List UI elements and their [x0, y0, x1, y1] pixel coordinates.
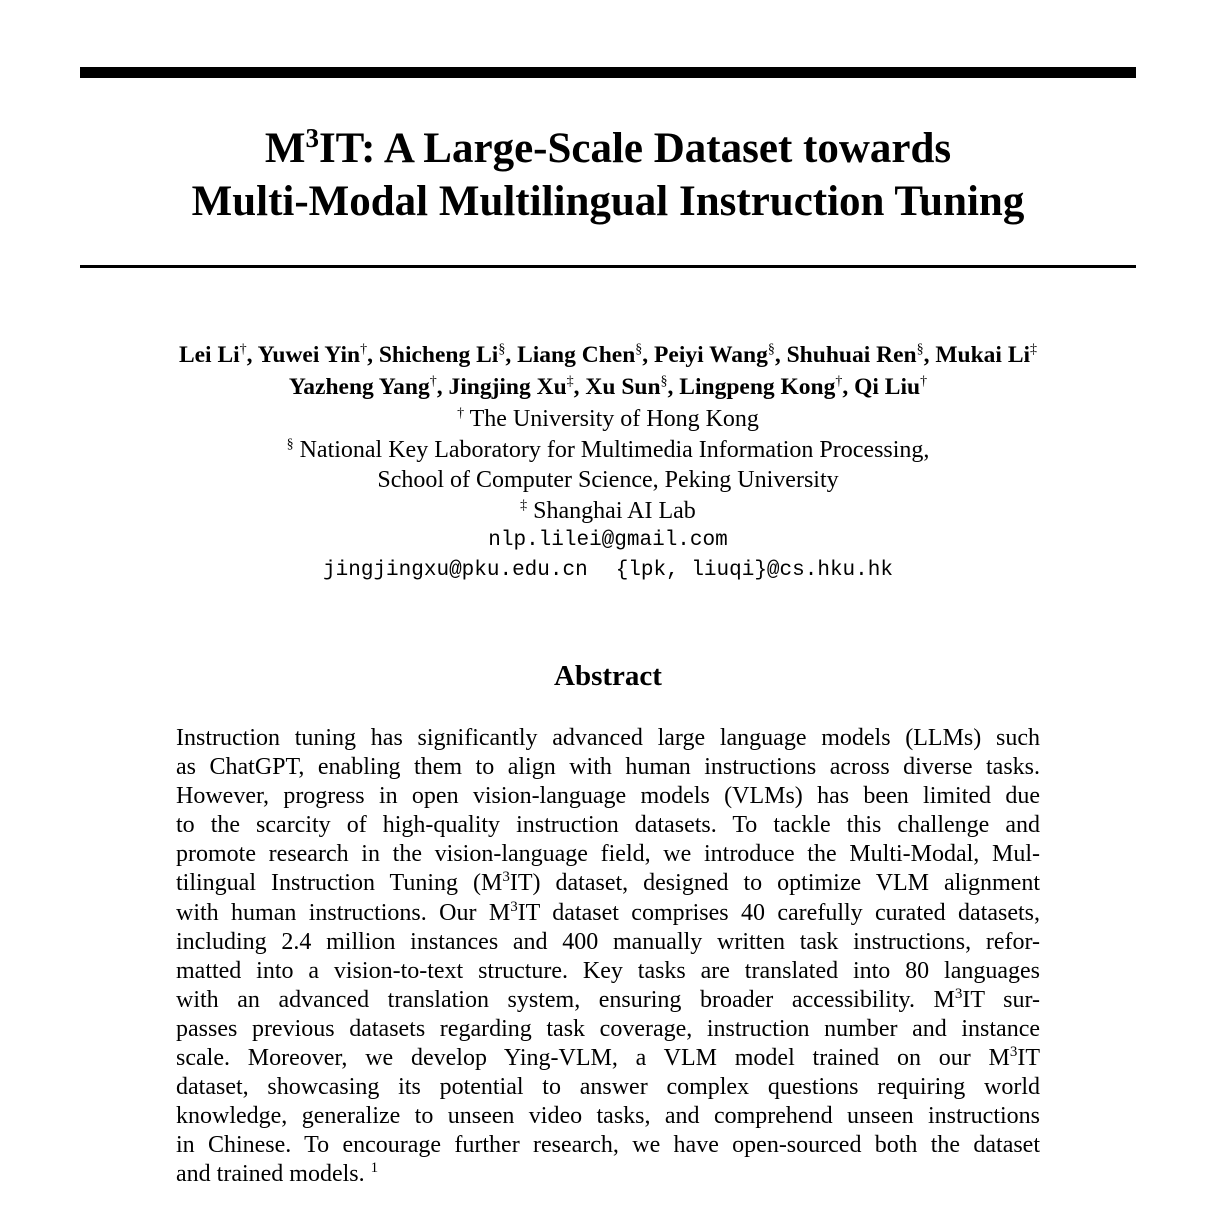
superscript: 3 — [502, 869, 510, 886]
superscript: 3 — [1009, 1044, 1018, 1061]
author-separator: , — [774, 342, 787, 368]
author-line-1 — [40, 339, 1176, 371]
superscript: 3 — [510, 898, 518, 915]
email-primary[interactable]: nlp.lilei@gmail.com — [488, 529, 728, 552]
author-separator: , — [436, 374, 449, 400]
superscript: 3 — [954, 985, 963, 1002]
affiliation-hku: † The University of Hong Kong — [457, 405, 759, 432]
abstract-line: passes previous datasets regarding task coverage, instruction number and instance — [176, 1015, 1040, 1042]
abstract-line: with an advanced translation system, ensuring broader accessibility. $M^3IT$ sur- — [176, 985, 1040, 1013]
author-affiliation-mark: † — [920, 373, 928, 389]
author-affiliation-mark: ‡ — [566, 373, 574, 389]
author-name: Shicheng Li — [378, 342, 499, 368]
author-affiliation-mark: † — [360, 341, 368, 357]
author-affiliation-mark: § — [635, 341, 643, 357]
abstract-line: and trained models. $^1$ — [176, 1160, 379, 1188]
email-secondary — [80, 556, 1136, 586]
abstract-heading: Abstract — [554, 660, 662, 692]
paper-title — [80, 122, 1136, 228]
abstract-line: to the scarcity of high-quality instruction datasets. To tackle this challenge and — [176, 812, 1040, 839]
abstract-line: in Chinese. To encourage further research, we have open-sourced both the dataset — [176, 1132, 1040, 1159]
author-name: Shuhuai Ren — [786, 342, 917, 368]
author-list — [40, 339, 1176, 403]
affiliations — [80, 404, 1136, 586]
affiliation-pku-2: School of Computer Science, Peking University — [377, 467, 839, 493]
author-name: Jingjing Xu — [448, 374, 567, 400]
author-affiliation-mark: ‡ — [1030, 341, 1038, 357]
abstract-line: matted into a vision-to-text structure. Key tasks are translated into 80 languages — [176, 957, 1040, 984]
bottom-rule — [80, 265, 1136, 268]
author-separator: , — [367, 342, 379, 368]
author-name: Yazheng Yang — [288, 374, 430, 400]
abstract-line: promote research in the vision-language field, we introduce the Multi-Modal, Mul- — [176, 841, 1040, 868]
author-affiliation-mark: § — [660, 373, 668, 389]
email-pku[interactable]: jingjingxu@pku.edu.cn — [323, 559, 588, 582]
abstract-line: including 2.4 million instances and 400 manually written task instructions, refor- — [176, 928, 1040, 955]
affiliation-pku-1: § National Key Laboratory for Multimedia Information Processing, — [286, 436, 930, 463]
author-separator: , — [642, 342, 655, 368]
author-separator: , — [505, 342, 518, 368]
superscript: 1 — [370, 1160, 379, 1177]
abstract-line: with human instructions. Our $M^3IT$ dataset comprises 40 carefully curated datasets, — [176, 898, 1041, 926]
author-separator: , — [246, 342, 258, 368]
author-affiliation-mark: † — [429, 373, 437, 389]
author-separator: , — [573, 374, 586, 400]
abstract-line: However, progress in open vision-language models (VLMs) has been limited due — [176, 783, 1040, 810]
author-affiliation-mark: † — [239, 341, 247, 357]
author-separator: , — [842, 374, 855, 400]
author-name: Peiyi Wang — [654, 342, 768, 368]
author-name: Qi Liu — [854, 374, 921, 400]
email-hku[interactable]: {lpk, liuqi}@cs.hku.hk — [615, 559, 893, 582]
author-name: Lei Li — [178, 342, 240, 368]
author-separator: , — [923, 342, 936, 368]
author-name: Lingpeng Kong — [679, 374, 836, 400]
abstract-line: knowledge, generalize to unseen video tasks, and comprehend unseen instructions — [176, 1103, 1040, 1130]
abstract-line: dataset, showcasing its potential to answer complex questions requiring world — [176, 1074, 1040, 1101]
author-name: Mukai Li — [935, 342, 1031, 368]
abstract-line: Instruction tuning has significantly advanced large language models (LLMs) such — [176, 725, 1040, 751]
abstract-body — [176, 724, 1040, 1190]
abstract-line: tilingual Instruction Tuning $(M^3IT)$ dataset, designed to optimize VLM alignment — [176, 869, 1041, 897]
affiliation-shanghai: ‡ Shanghai AI Lab — [520, 497, 696, 524]
abstract-line: scale. Moreover, we develop Ying-VLM, a VLM model trained on our $M^3IT$ — [176, 1044, 1040, 1072]
author-affiliation-mark: † — [835, 373, 843, 389]
title-line-2: Multi-Modal Multilingual Instruction Tuning — [191, 178, 1025, 225]
abstract-line: as ChatGPT, enabling them to align with human instructions across diverse tasks. — [176, 754, 1040, 781]
author-affiliation-mark: § — [767, 341, 775, 357]
author-separator: , — [667, 374, 680, 400]
title-superscript: 3 — [305, 123, 319, 154]
author-line-2 — [40, 371, 1176, 403]
author-name: Yuwei Yin — [257, 342, 361, 368]
author-name: Liang Chen — [517, 342, 636, 368]
title-line-1: $M^3IT$: A Large-Scale Dataset towards — [264, 123, 952, 172]
top-rule — [80, 67, 1136, 78]
author-affiliation-mark: § — [916, 341, 924, 357]
author-affiliation-mark: § — [498, 341, 506, 357]
author-name: Xu Sun — [585, 374, 661, 400]
